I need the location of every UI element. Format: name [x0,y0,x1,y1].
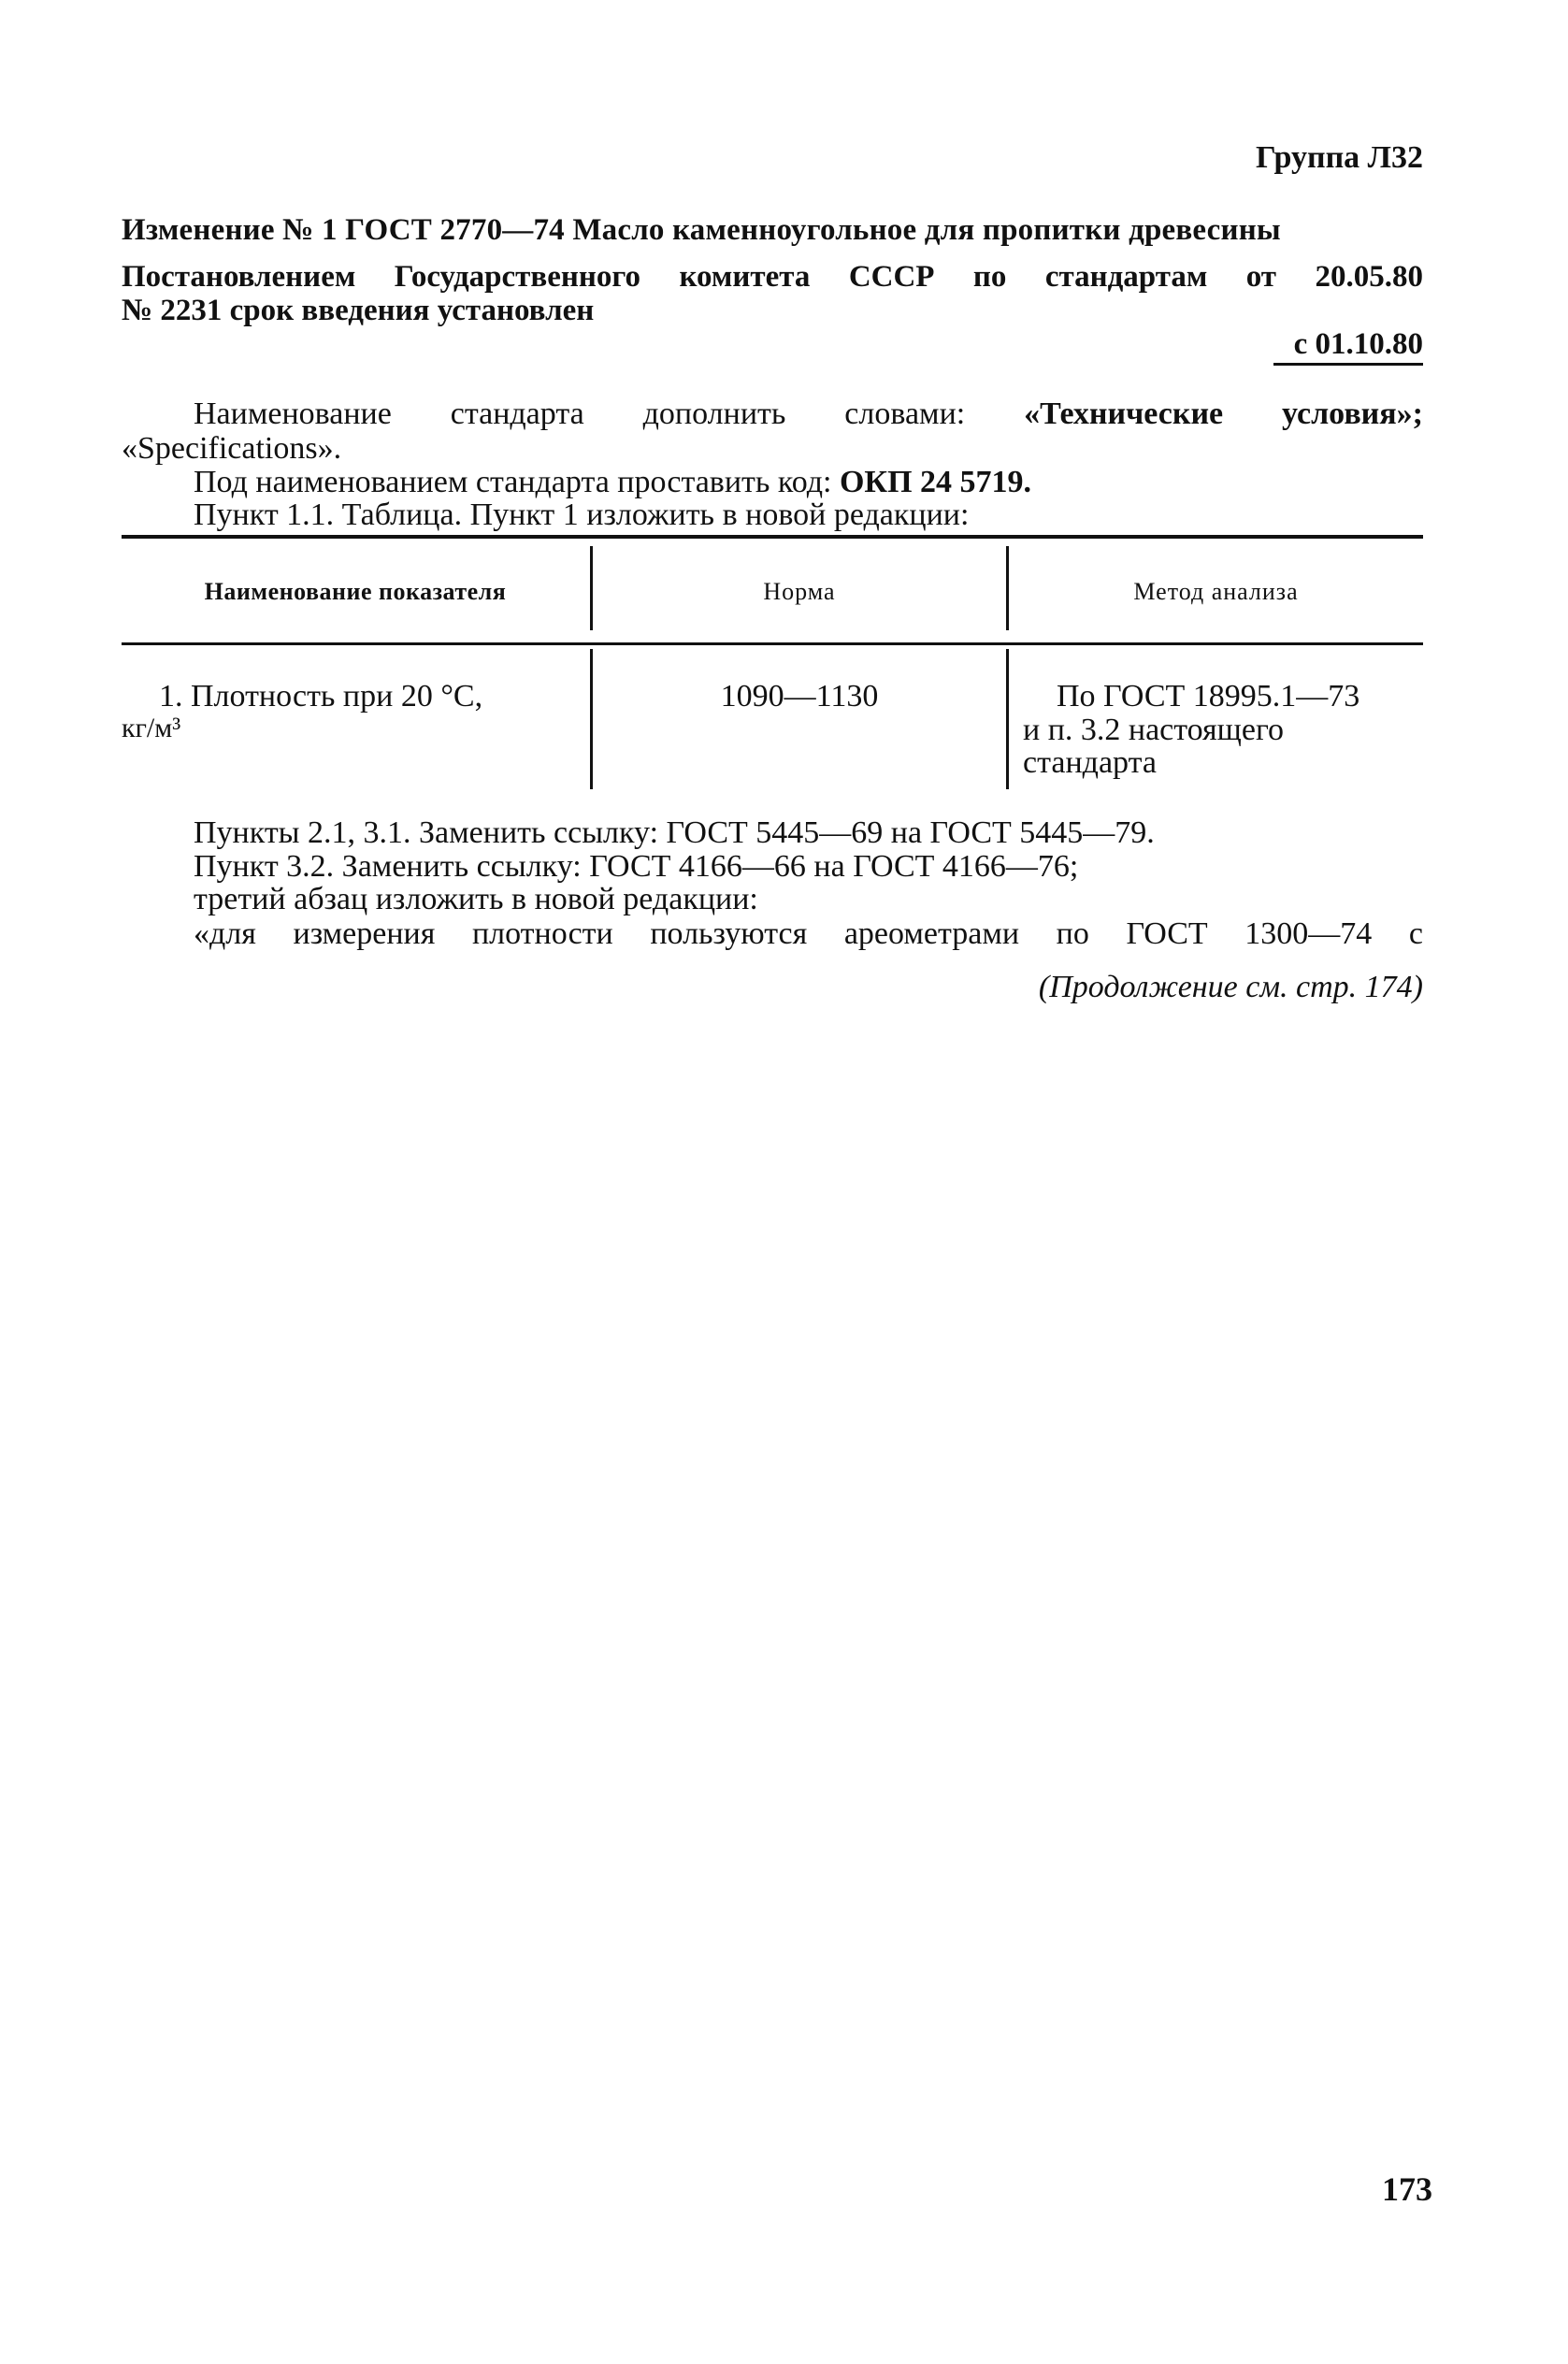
paragraph-1-word: стандарта [450,396,584,431]
table-row-method-line-3: стандарта [1023,745,1157,780]
paragraph-1-line-2: «Specifications». [122,431,342,466]
paragraph-2-text: Под наименованием стандарта проставить код: [194,465,840,499]
after-line-4-word: с [1408,916,1423,951]
decree-word: от [1245,260,1277,294]
paragraph-1-word: «Технические [1024,396,1224,431]
after-line-1: Пункты 2.1, 3.1. Заменить ссылку: ГОСТ 5445—69 на ГОСТ 5445—79. [194,815,1155,850]
after-line-4-word: измерения [293,916,436,951]
paragraph-2 [194,465,1031,500]
table-row-indicator-line-1: 1. Плотность при 20 °С, [159,679,483,714]
paragraph-1-word: Наименование [194,396,392,431]
paragraph-1-word: дополнить [642,396,786,431]
paragraph-1-line-1 [194,396,1423,432]
after-line-4-word: плотности [471,916,613,951]
table-header-norm: Норма [763,578,836,605]
after-line-3: третий абзац изложить в новой редакции: [194,882,758,916]
table-header-rule [122,642,1423,645]
decree-word: комитета [679,260,811,294]
table-row-method-line-1: По ГОСТ 18995.1—73 [1057,679,1360,714]
after-line-2: Пункт 3.2. Заменить ссылку: ГОСТ 4166—66 на ГОСТ 4166—76; [194,849,1079,884]
after-line-4-word: ареометрами [843,916,1020,951]
decree-word: по [972,260,1007,294]
effective-date-underline [1273,363,1423,366]
table-row-indicator-line-2: кг/м³ [122,713,181,743]
paragraph-1-word: условия»; [1282,396,1423,431]
after-line-4-word: пользуются [650,916,808,951]
decree-word: СССР [848,260,935,294]
okp-code: ОКП 24 5719. [839,465,1032,499]
amendment-title: Изменение № 1 ГОСТ 2770—74 Масло каменноугольное для пропитки древесины [122,213,1281,247]
decree-line-1 [122,260,1423,295]
decree-word: стандартам [1044,260,1208,294]
table-header-indicator: Наименование показателя [204,578,507,605]
continuation-note: (Продолжение см. стр. 174) [1038,970,1423,1004]
table-row-method-line-2: и п. 3.2 настоящего [1023,713,1285,747]
table-row-norm: 1090—1130 [720,679,879,714]
decree-line-2: № 2231 срок введения установлен [122,294,595,327]
table-col-divider-1-body [590,649,593,789]
table-top-rule [122,535,1423,539]
paragraph-3: Пункт 1.1. Таблица. Пункт 1 изложить в новой редакции: [194,497,970,532]
group-label: Группа Л32 [1256,140,1423,175]
after-line-4 [194,916,1423,952]
after-line-4-word: по [1056,916,1089,951]
paragraph-1-word: словами: [844,396,966,431]
after-line-4-word: ГОСТ [1126,916,1208,951]
decree-word: Государственного [394,260,641,294]
table-header-method: Метод анализа [1133,578,1299,605]
table-col-divider-2-body [1006,649,1009,789]
page-number: 173 [1382,2170,1432,2208]
effective-date: с 01.10.80 [1293,327,1423,361]
after-line-4-word: 1300—74 [1244,916,1373,951]
decree-word: Постановлением [122,260,356,294]
decree-word: 20.05.80 [1315,260,1423,294]
after-line-4-word: «для [194,916,256,951]
